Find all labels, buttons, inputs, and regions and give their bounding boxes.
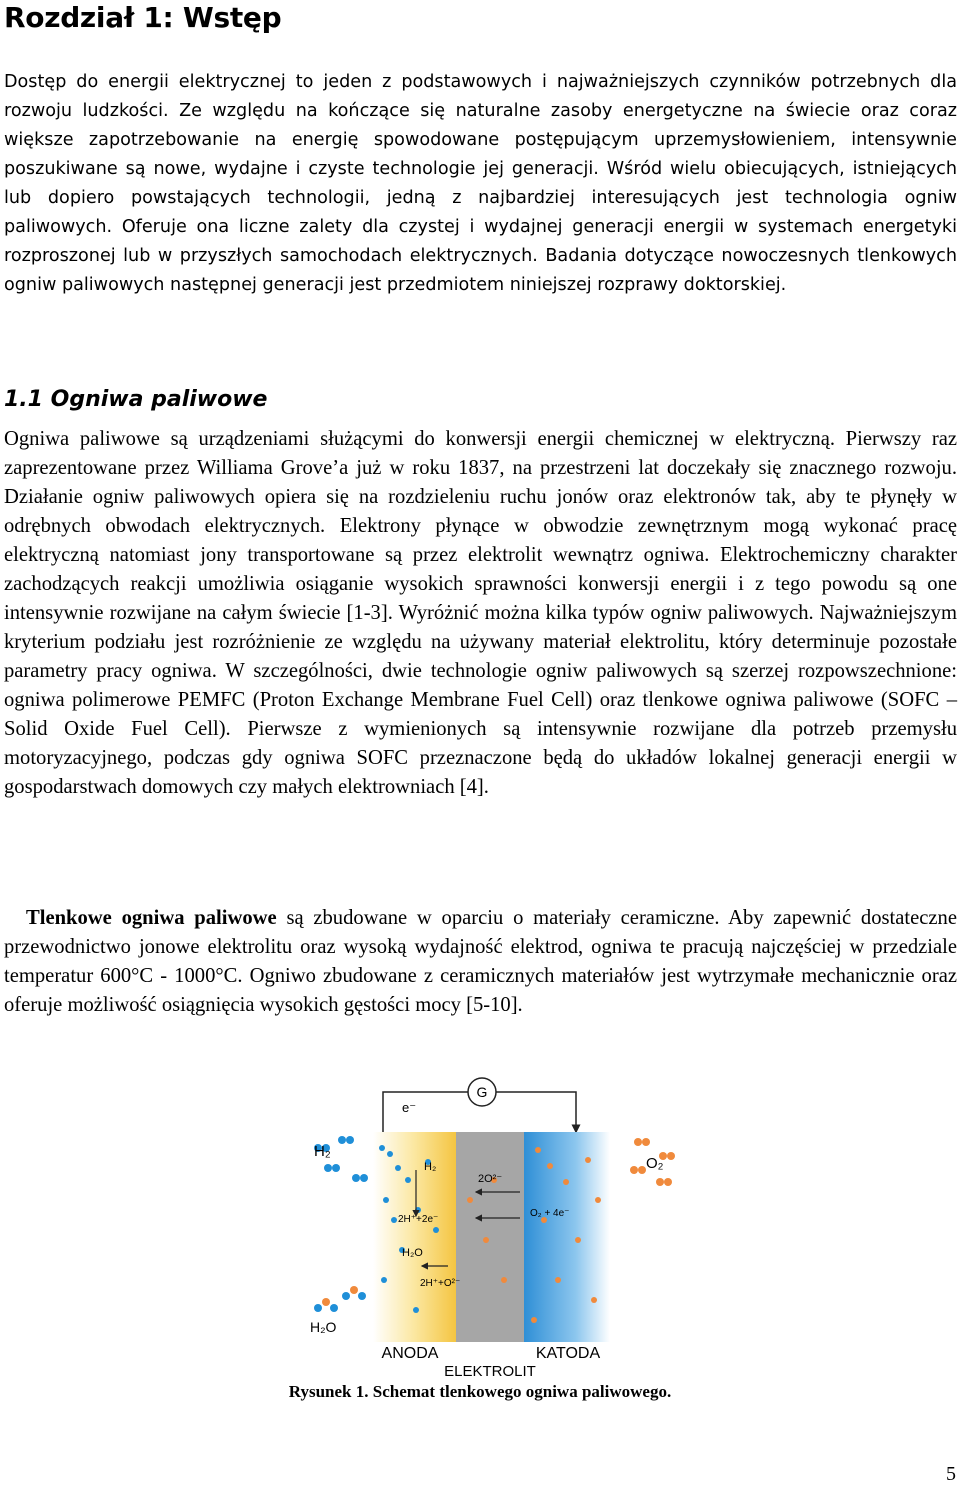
water-reaction-label: 2H⁺+O²⁻ [420, 1278, 461, 1289]
sofc-paragraph [4, 904, 957, 1020]
proton-reaction-label: 2H⁺+2e⁻ [398, 1214, 439, 1225]
cathode-reaction-label: O₂ + 4e⁻ [530, 1208, 570, 1219]
sofc-paragraph-text: są zbudowane w oparciu o materiały ceramiczne. Aby zapewnić dostateczne przewodnictwo jonowe elektrolitu oraz wysoką wydajność elektrod, ogniwa te pracują najczęściej w przedziale temperatur 600°C - 1000°C. Ogniwo zbudowane z ceramicznych materiałów jest wytrzymałe mechanicznie oraz oferuje możliwość osiągnięcia wysokich gęstości mocy [5-10]. [4, 907, 957, 1016]
fuel-in-label: H₂ [314, 1143, 331, 1160]
fuel-cells-paragraph: Ogniwa paliwowe są urządzeniami służącymi do konwersji energii chemicznej w elektryczną. Pierwszy raz zaprezentowane przez Williama Grove’a już w roku 1837, na przestrzeni lat doczekały się znacznego rozwoju. Działanie ogniw paliwowych opiera się na rozdzieleniu ruchu jonów oraz elektronów tak, aby te płynęły w odrębnych obwodach elektrycznych. Elektrony płynące w obwodzie zewnętrznym mogą wykonać pracę elektryczną natomiast jony transportowane są przez elektrolit wewnątrz ogniwa. Elektrochemiczny charakter zachodzących reakcji umożliwia osiąganie wysokich sprawności konwersji energii i z tego powodu są one intensywnie rozwijane na całym świecie [1-3]. Wyróżnić można kilka typów ogniw paliwowych. Najważniejszym kryterium podziału jest rozróżnienie ze względu na używany materiał elektrolitu, który determinuje pozostałe parametry pracy ogniwa. W szczególności, dwie technologie ogniw paliwowych są szerzej rozpowszechnione: ogniwa polimerowe PEMFC (Proton Exchange Membrane Fuel Cell) oraz tlenkowe ogniwa paliwowe (SOFC – Solid Oxide Fuel Cell). Pierwsze z wymienionych są intensywnie rozwijane dla potrzeb przemysłu motoryzacyjnego, podczas gdy ogniwa SOFC przeznaczone będą do układów lokalnej generacji energii w gospodarstwach domowych czy małych elektrowniach [4]. [4, 428, 957, 798]
intro-paragraph: Dostęp do energii elektrycznej to jeden z podstawowych i najważniejszych czynników potrzebnych dla rozwoju ludzkości. Ze względu na kończące się naturalne zasoby energetyczne na świecie oraz coraz większe zapotrzebowanie na energię spowodowane postępującym uprzemysłowieniem, intensywnie poszukiwane są nowe, wydajne i czyste technologie jej generacji. Wśród wielu obiecujących, istniejących lub dopiero powstających technologii, jedną z najbardziej interesujących jest technologia ogniw paliwowych. Oferuje ona liczne zalety dla czystej i wydajnej generacji energii w systemach energetyki rozproszonej lub w przyszłych samochodach elektrycznych. Badania dotyczące nowoczesnych tlenkowych ogniw paliwowych następnej generacji jest przedmiotem niniejszej rozprawy doktorskiej. [4, 72, 957, 295]
external-circuit-right [496, 1092, 576, 1132]
figure-caption: Rysunek 1. Schemat tlenkowego ogniwa paliwowego. [288, 1382, 672, 1401]
anode-label: ANODA [381, 1345, 439, 1362]
water-particles [314, 1286, 366, 1312]
cathode-label: KATODA [535, 1345, 601, 1362]
electron-label: e⁻ [402, 1100, 417, 1115]
chapter-title: Rozdział 1: Wstęp [4, 1, 282, 34]
oxidant-in-label: O₂ [646, 1155, 664, 1172]
water-out-label: H₂O [310, 1319, 337, 1335]
external-circuit [383, 1092, 468, 1132]
generator-label: G [476, 1084, 488, 1100]
electrolyte-label: ELEKTROLIT [444, 1363, 536, 1380]
section-title: 1.1 Ogniwa paliwowe [4, 387, 268, 412]
electrolyte-layer [456, 1132, 524, 1342]
page-number: 5 [946, 1463, 956, 1485]
sofc-bold-lead: Tlenkowe ogniwa paliwowe [26, 907, 277, 929]
oxide-ions-label: 2O²⁻ [478, 1173, 503, 1185]
anode-h2-label: H₂ [424, 1161, 437, 1173]
anode-water-label: H₂O [402, 1247, 423, 1259]
cathode-layer [524, 1132, 610, 1342]
fuel-cell-diagram [298, 1070, 690, 1380]
